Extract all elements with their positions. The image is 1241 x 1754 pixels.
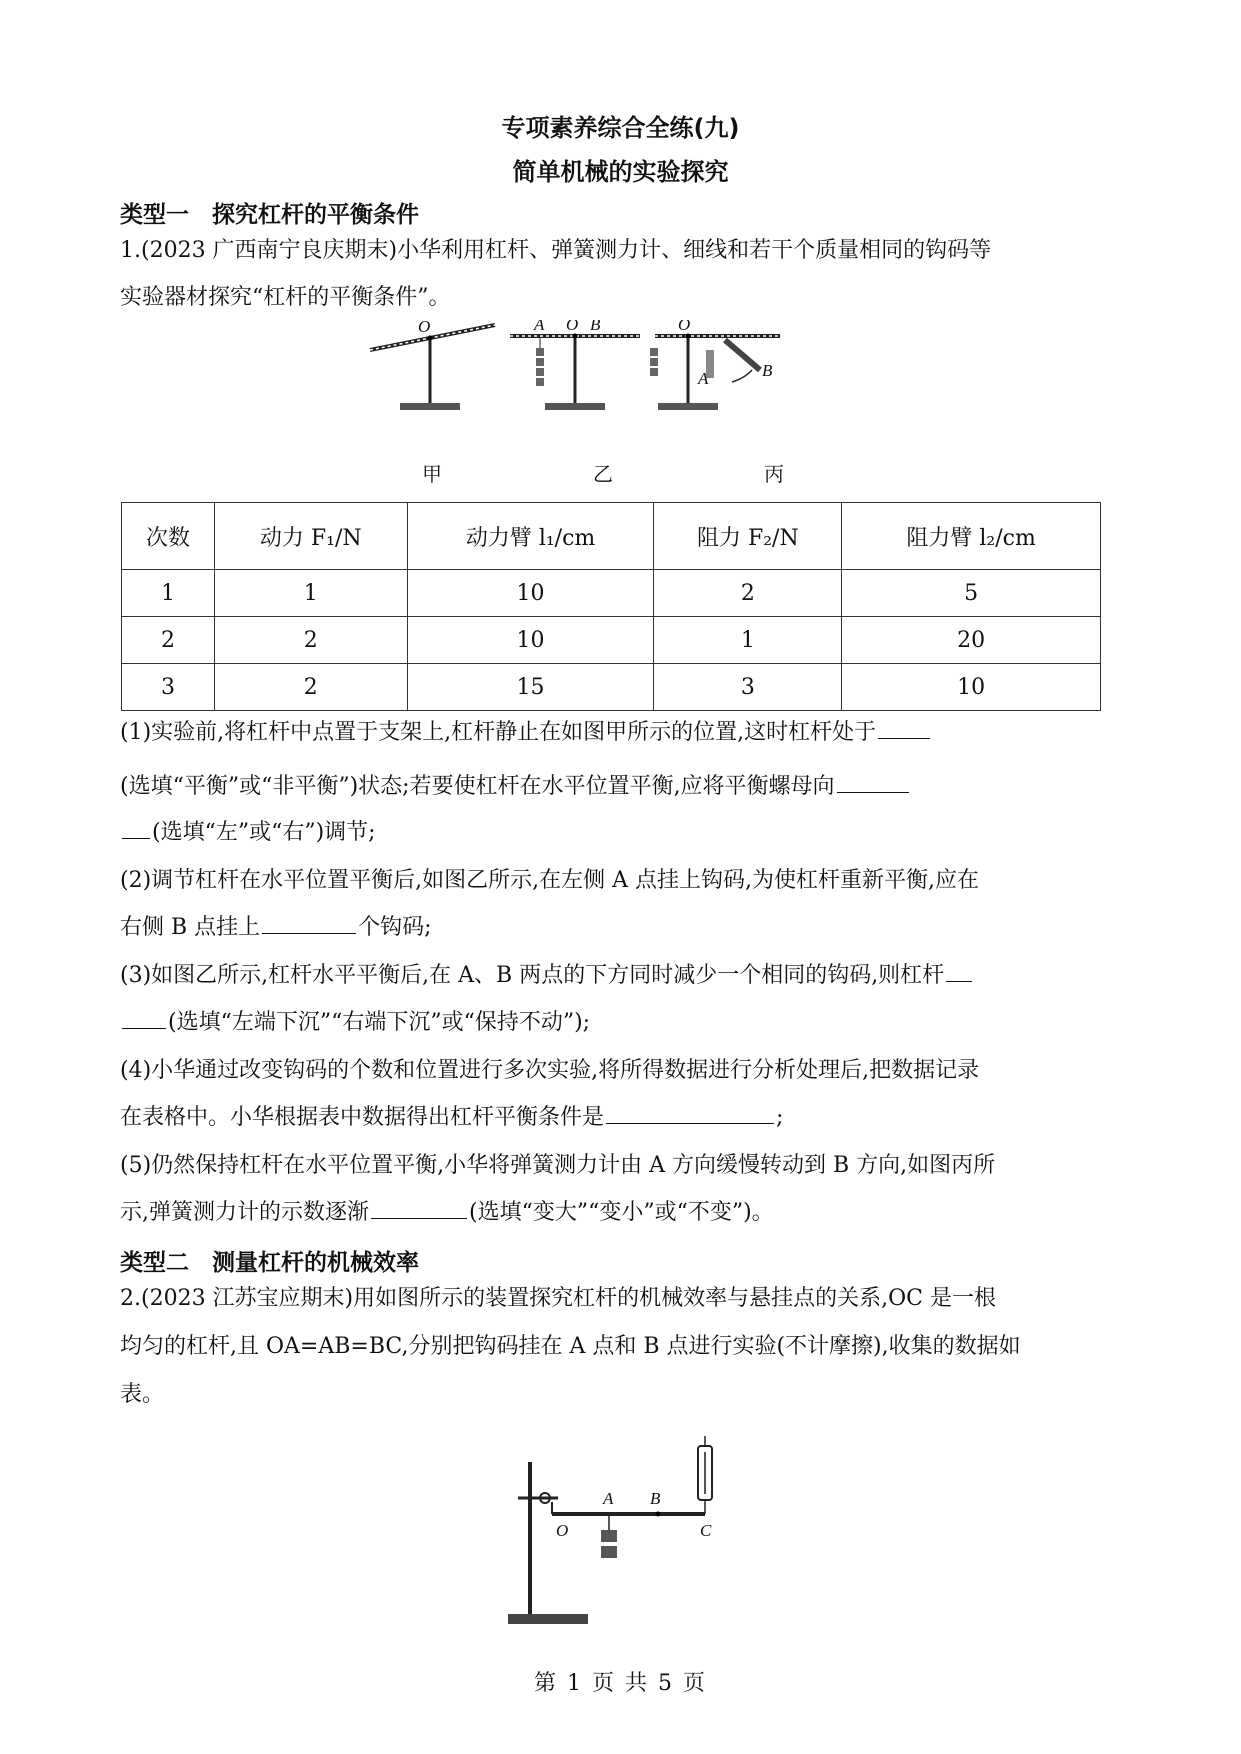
q1-intro-line2: 实验器材探究“杠杆的平衡条件”。 <box>120 285 451 310</box>
q1-part4-text-b1: 在表格中。小华根据表中数据得出杠杆平衡条件是 <box>120 1105 605 1130</box>
q1-part3-text-a: (3)如图乙所示,杠杆水平平衡后,在 A、B 两点的下方同时减少一个相同的钩码,则杠杆 <box>120 963 945 988</box>
q1-part1-line1 <box>120 718 932 748</box>
table-cell: 2 <box>214 664 407 711</box>
q1-part1-line2 <box>120 772 911 802</box>
table-row <box>122 570 1101 617</box>
table-header-row <box>122 503 1101 570</box>
figure-jia <box>370 320 495 410</box>
table-row <box>122 617 1101 664</box>
q1-part1-text-c: (选填“左”或“右”)调节; <box>152 820 376 845</box>
q2-line3: 表。 <box>120 1382 165 1407</box>
section-heading-2: 类型二 测量杠杆的机械效率 <box>120 1250 419 1276</box>
lever-figures <box>360 320 880 440</box>
q2-line1: 2.(2023 江苏宝应期末)用如图所示的装置探究杠杆的机械效率与悬挂点的关系,OC 是一根 <box>120 1286 996 1311</box>
answer-blank[interactable] <box>606 1103 774 1124</box>
table-cell: 1 <box>122 570 215 617</box>
answer-blank[interactable] <box>371 1198 467 1219</box>
q1-part5-text-b1: 示,弹簧测力计的示数逐渐 <box>120 1200 369 1225</box>
q1-part5-line1: (5)仍然保持杠杆在水平位置平衡,小华将弹簧测力计由 A 方向缓慢转动到 B 方向,如图丙所 <box>120 1153 996 1178</box>
lever-efficiency-figure <box>500 1432 740 1642</box>
table-cell: 3 <box>122 664 215 711</box>
label-b-bing: B <box>762 361 773 380</box>
table-header: 次数 <box>122 503 215 570</box>
page-subtitle: 简单机械的实验探究 <box>512 158 729 186</box>
table-cell: 3 <box>654 664 842 711</box>
answer-blank[interactable] <box>122 818 150 839</box>
table-cell: 15 <box>407 664 654 711</box>
table-cell: 1 <box>654 617 842 664</box>
q1-part4-line1: (4)小华通过改变钩码的个数和位置进行多次实验,将所得数据进行分析处理后,把数据记录 <box>120 1058 980 1083</box>
label-b-fig2: B <box>650 1489 661 1508</box>
table-cell: 10 <box>407 570 654 617</box>
caption-bing: 丙 <box>764 462 784 486</box>
table-cell: 2 <box>214 617 407 664</box>
section-heading-1: 类型一 探究杠杆的平衡条件 <box>120 202 419 228</box>
table-cell: 2 <box>654 570 842 617</box>
data-table-1 <box>121 502 1101 711</box>
q1-part3-text-b: (选填“左端下沉”“右端下沉”或“保持不动”); <box>168 1010 591 1035</box>
answer-blank[interactable] <box>837 772 909 793</box>
answer-blank[interactable] <box>122 1008 166 1029</box>
q1-part5-text-b2: (选填“变大”“变小”或“不变”)。 <box>469 1200 774 1225</box>
caption-jia: 甲 <box>422 462 442 486</box>
figure-bing <box>650 320 780 410</box>
answer-blank[interactable] <box>262 913 356 934</box>
label-c-fig2: C <box>700 1521 712 1540</box>
label-o-yi: O <box>566 320 579 334</box>
table-header: 动力 F₁/N <box>214 503 407 570</box>
q1-part1-text-b: (选填“平衡”或“非平衡”)状态;若要使杠杆在水平位置平衡,应将平衡螺母向 <box>120 774 835 799</box>
label-a-yi: A <box>534 320 545 334</box>
q1-part3-line2 <box>120 1008 590 1038</box>
q1-part1-text-a: (1)实验前,将杠杆中点置于支架上,杠杆静止在如图甲所示的位置,这时杠杆处于 <box>120 720 877 745</box>
table-cell: 1 <box>214 570 407 617</box>
q1-part2-line1: (2)调节杠杆在水平位置平衡后,如图乙所示,在左侧 A 点挂上钩码,为使杠杆重新平衡,应在 <box>120 868 980 893</box>
q2-line2: 均匀的杠杆,且 OA=AB=BC,分别把钩码挂在 A 点和 B 点进行实验(不计摩擦),收集的数据如 <box>120 1334 1021 1359</box>
table-header: 阻力 F₂/N <box>654 503 842 570</box>
caption-yi: 乙 <box>593 462 613 486</box>
answer-blank[interactable] <box>946 961 972 982</box>
q1-part3-line1 <box>120 961 974 991</box>
q1-part1-line3 <box>120 818 376 848</box>
q1-part2-line2 <box>120 913 432 943</box>
figure-yi <box>510 320 640 410</box>
label-b-yi: B <box>590 320 601 334</box>
label-o-bing: O <box>678 320 691 334</box>
q1-part4-text-b2: ; <box>776 1105 784 1130</box>
table-cell: 10 <box>407 617 654 664</box>
q1-part4-line2 <box>120 1103 783 1133</box>
table-row <box>122 664 1101 711</box>
q1-part2-text-b1: 右侧 B 点挂上 <box>120 915 261 940</box>
table-cell: 2 <box>122 617 215 664</box>
q1-intro-line1: 1.(2023 广西南宁良庆期末)小华利用杠杆、弹簧测力计、细线和若干个质量相同的钩码等 <box>120 238 992 263</box>
label-o-jia: O <box>418 320 431 336</box>
label-a-bing: A <box>698 369 709 388</box>
table-header: 阻力臂 l₂/cm <box>842 503 1101 570</box>
table-cell: 20 <box>842 617 1101 664</box>
page-footer: 第 1 页 共 5 页 <box>534 1671 707 1696</box>
q1-part2-text-b2: 个钩码; <box>358 915 432 940</box>
answer-blank[interactable] <box>878 718 930 739</box>
table-header: 动力臂 l₁/cm <box>407 503 654 570</box>
table-cell: 5 <box>842 570 1101 617</box>
label-a-fig2: A <box>603 1489 614 1508</box>
table-cell: 10 <box>842 664 1101 711</box>
page-title: 专项素养综合全练(九) <box>501 114 740 142</box>
label-o-fig2: O <box>556 1521 569 1540</box>
q1-part5-line2 <box>120 1198 774 1228</box>
